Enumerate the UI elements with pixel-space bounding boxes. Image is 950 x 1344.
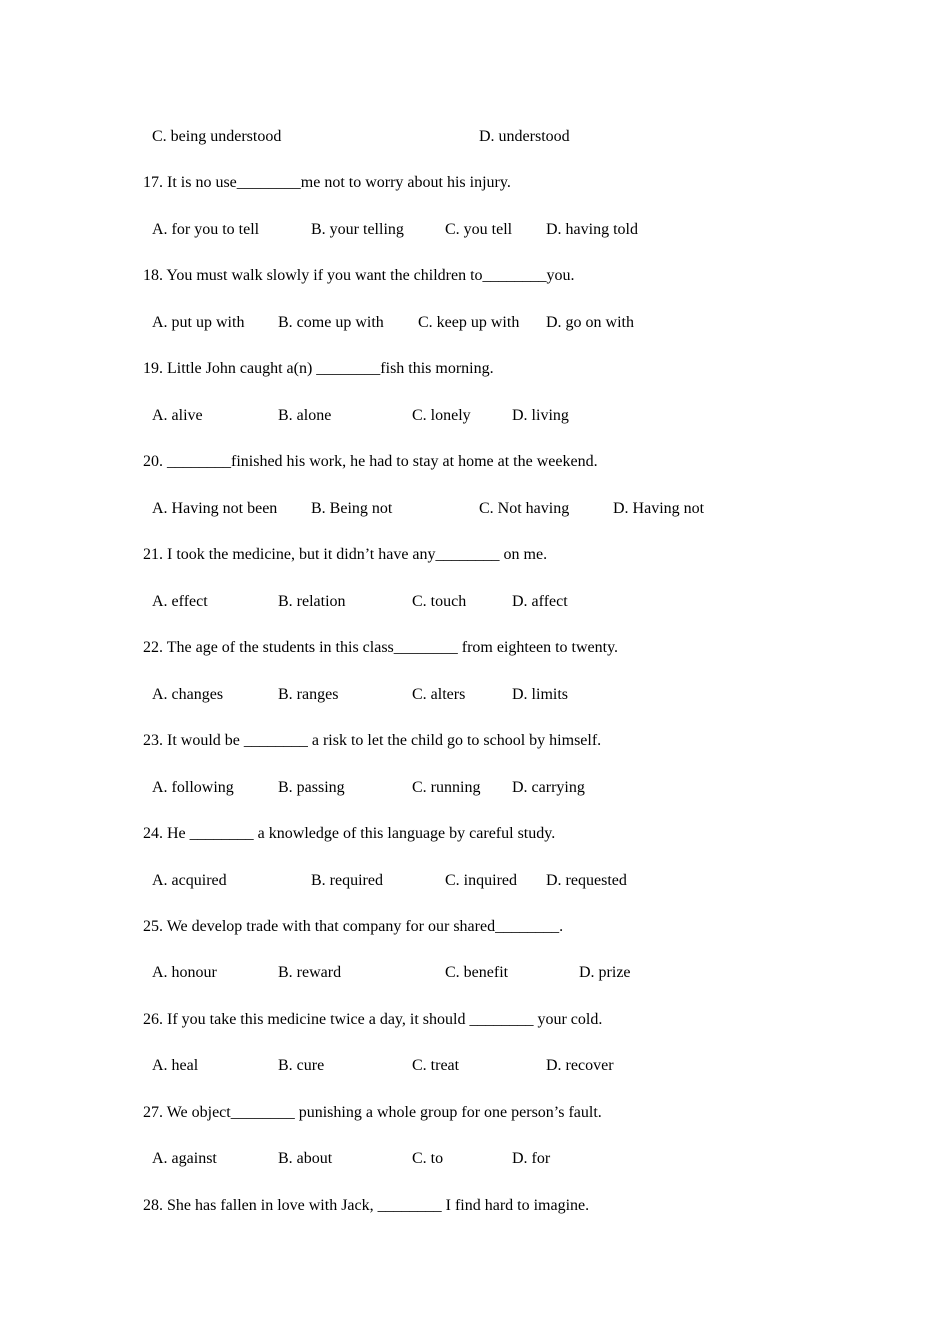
answer-option: A. put up with — [152, 314, 245, 331]
answer-option: B. required — [311, 872, 383, 889]
answer-option: B. alone — [278, 407, 332, 424]
answer-option: D. living — [512, 407, 569, 424]
answer-option: A. acquired — [152, 872, 227, 889]
answer-option: A. heal — [152, 1057, 199, 1074]
answer-option: D. for — [512, 1150, 551, 1167]
answer-option: C. inquired — [445, 872, 517, 889]
answer-option: D. having told — [546, 221, 638, 238]
answer-option: C. being understood — [152, 128, 282, 145]
answer-option: C. benefit — [445, 964, 509, 981]
question-text: 20. ________finished his work, he had to stay at home at the weekend. — [143, 453, 598, 470]
answer-option: A. for you to tell — [152, 221, 260, 238]
question-text: 25. We develop trade with that company for our shared________. — [143, 918, 564, 935]
answer-option: C. running — [412, 779, 481, 796]
question-text: 27. We object________ punishing a whole group for one person’s fault. — [143, 1104, 602, 1121]
answer-option: B. about — [278, 1150, 333, 1167]
answer-option: D. Having not — [613, 500, 705, 517]
question-text: 18. You must walk slowly if you want the children to________you. — [143, 267, 575, 284]
answer-option: B. come up with — [278, 314, 384, 331]
answer-option: A. honour — [152, 964, 217, 981]
answer-option: B. cure — [278, 1057, 325, 1074]
question-text: 22. The age of the students in this class________ from eighteen to twenty. — [143, 639, 619, 656]
answer-option: D. carrying — [512, 779, 585, 796]
answer-option: D. limits — [512, 686, 569, 703]
answer-option: D. go on with — [546, 314, 634, 331]
answer-option: C. Not having — [479, 500, 570, 517]
answer-option: B. relation — [278, 593, 346, 610]
answer-option: A. following — [152, 779, 234, 796]
answer-option: C. alters — [412, 686, 466, 703]
answer-option: A. changes — [152, 686, 224, 703]
answer-option: D. recover — [546, 1057, 614, 1074]
answer-option: D. requested — [546, 872, 627, 889]
answer-option: C. you tell — [445, 221, 513, 238]
answer-option: C. touch — [412, 593, 467, 610]
answer-option: A. effect — [152, 593, 208, 610]
answer-option: C. keep up with — [418, 314, 520, 331]
answer-option: B. Being not — [311, 500, 393, 517]
answer-option: B. passing — [278, 779, 345, 796]
answer-option: C. to — [412, 1150, 444, 1167]
question-text: 26. If you take this medicine twice a day, it should ________ your cold. — [143, 1011, 603, 1028]
answer-option: A. Having not been — [152, 500, 278, 517]
answer-option: B. your telling — [311, 221, 404, 238]
question-text: 24. He ________ a knowledge of this language by careful study. — [143, 825, 556, 842]
answer-option: A. alive — [152, 407, 203, 424]
answer-option: D. understood — [479, 128, 570, 145]
question-text: 19. Little John caught a(n) ________fish this morning. — [143, 360, 494, 377]
answer-option: C. lonely — [412, 407, 471, 424]
question-text: 23. It would be ________ a risk to let the child go to school by himself. — [143, 732, 602, 749]
answer-option: D. affect — [512, 593, 568, 610]
question-text: 17. It is no use________me not to worry about his injury. — [143, 174, 511, 191]
question-text: 21. I took the medicine, but it didn’t have any________ on me. — [143, 546, 548, 563]
answer-option: C. treat — [412, 1057, 460, 1074]
question-text: 28. She has fallen in love with Jack, ________ I find hard to imagine. — [143, 1197, 590, 1214]
answer-option: D. prize — [579, 964, 631, 981]
answer-option: B. ranges — [278, 686, 339, 703]
answer-option: A. against — [152, 1150, 217, 1167]
answer-option: B. reward — [278, 964, 342, 981]
